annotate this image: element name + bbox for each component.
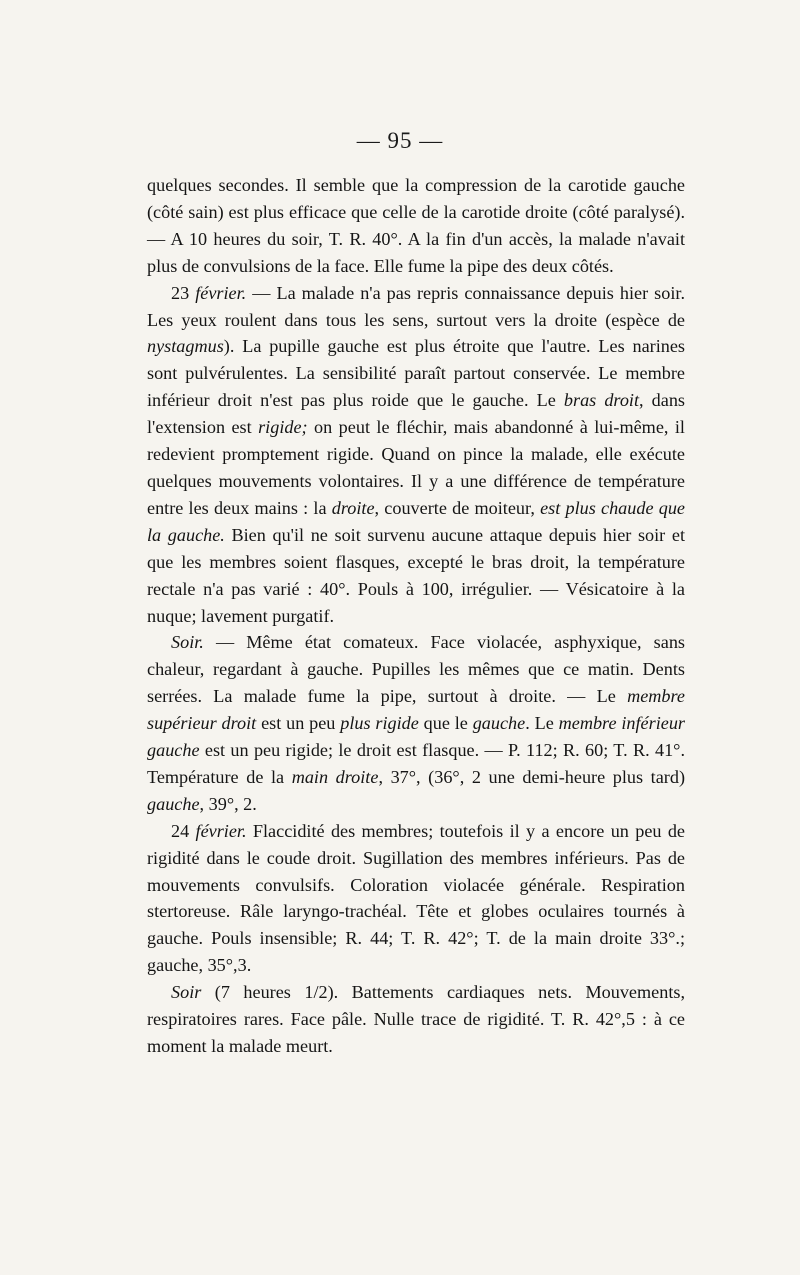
text-run: est un peu rigide; le droit est flasque. — P. 112; R. 60; T. R. 41°. Température de la [147,740,685,787]
text-run: gauche [472,713,526,734]
text-run: bras droit [563,390,640,411]
page-number: — 95 — [356,128,444,153]
text-run: ). La pupille gauche est plus étroite que l'autre. Les narines sont pulvérulentes. La sensibilité paraît partout conservée. Le membre inférieur droit n'est pas plus roide que le gauche. Le [147,336,685,411]
text-run: nystagmus [147,336,224,357]
text-run: main droite [291,766,379,787]
text-run: Bien qu'il ne soit survenu aucune attaque depuis hier soir et que les membres soient flasques, excepté le bras droit, la température rectale n'a pas varié : 40°. Pouls à 100, irrégulier. — Vésicatoire à la nuque; lavement purgatif. [147,524,686,626]
text-run: (7 heures 1/2). Battements cardiaques nets. Mouvements, respiratoires rares. Face pâle. Nulle trace de rigidité. T. R. 42°,5 : à ce moment la malade meurt. [147,982,685,1056]
text-run: on peut le fléchir, mais abandonné à lui-même, il redevient promptement rigide. Quand on pince la malade, elle exécute quelques mouvements volontaires. Il y a une différence de température entre les deux mains : la [147,417,685,518]
text-run: février. [195,820,247,841]
paragraph-4 [147,818,685,979]
text-run: rigide; [258,417,308,438]
body-text [147,172,685,1060]
text-run: , 37°, (36°, 2 une demi-heure plus tard) [378,766,685,787]
text-run: , dans l'extension est [147,390,685,438]
text-run: plus rigide [340,713,419,734]
text-run: membre inférieur gauche [147,713,685,761]
paragraph-3 [147,629,685,817]
text-run: droite [331,497,375,518]
text-run: Soir [171,982,202,1003]
text-run: . Le [525,713,559,734]
text-run: est un peu [256,713,341,734]
text-run: , 39°, 2. [199,793,257,814]
text-run: — Même état comateux. Face violacée, asphyxique, sans chaleur, regardant à gauche. Pupilles les mêmes que ce matin. Dents serrées. La malade fume la pipe, surtout à droite. — Le [147,632,685,707]
text-run: février. [195,282,247,303]
text-run: est plus chaude que la gauche. [147,497,685,545]
text-run: Soir. [171,632,204,653]
text-run: membre supérieur droit [147,686,685,734]
text-run: — La malade n'a pas repris connaissance depuis hier soir. Les yeux roulent dans tous les sens, surtout vers la droite (espèce de [147,282,685,330]
text-run: que le [418,713,473,734]
text-run: quelques secondes. Il semble que la compression de la carotide gauche (côté sain) est plus efficace que celle de la carotide droite (côté paralysé). — A 10 heures du soir, T. R. 40°. A la fin d'un accès, la malade n'avait plus de convulsions de la face. Elle fume la pipe des deux côtés. [147,175,685,276]
text-run: Flaccidité des membres; toutefois il y a encore un peu de rigidité dans le coude droit. Sugillation des membres inférieurs. Pas de mouvements convulsifs. Coloration violacée générale. Respiration stertoreuse. Râle laryngo-trachéal. Tête et globes oculaires tournés à gauche. Pouls insensible; R. 44; T. R. 42°; T. de la main droite 33°.; gauche, 35°,3. [147,820,685,976]
text-run: 24 [171,820,196,841]
paragraph-1 [147,172,685,280]
paragraph-5 [147,979,685,1060]
text-run: gauche [147,793,200,814]
text-run: 23 [171,282,196,303]
text-run: , couverte de moiteur, [374,497,541,518]
paragraph-2 [147,280,685,630]
